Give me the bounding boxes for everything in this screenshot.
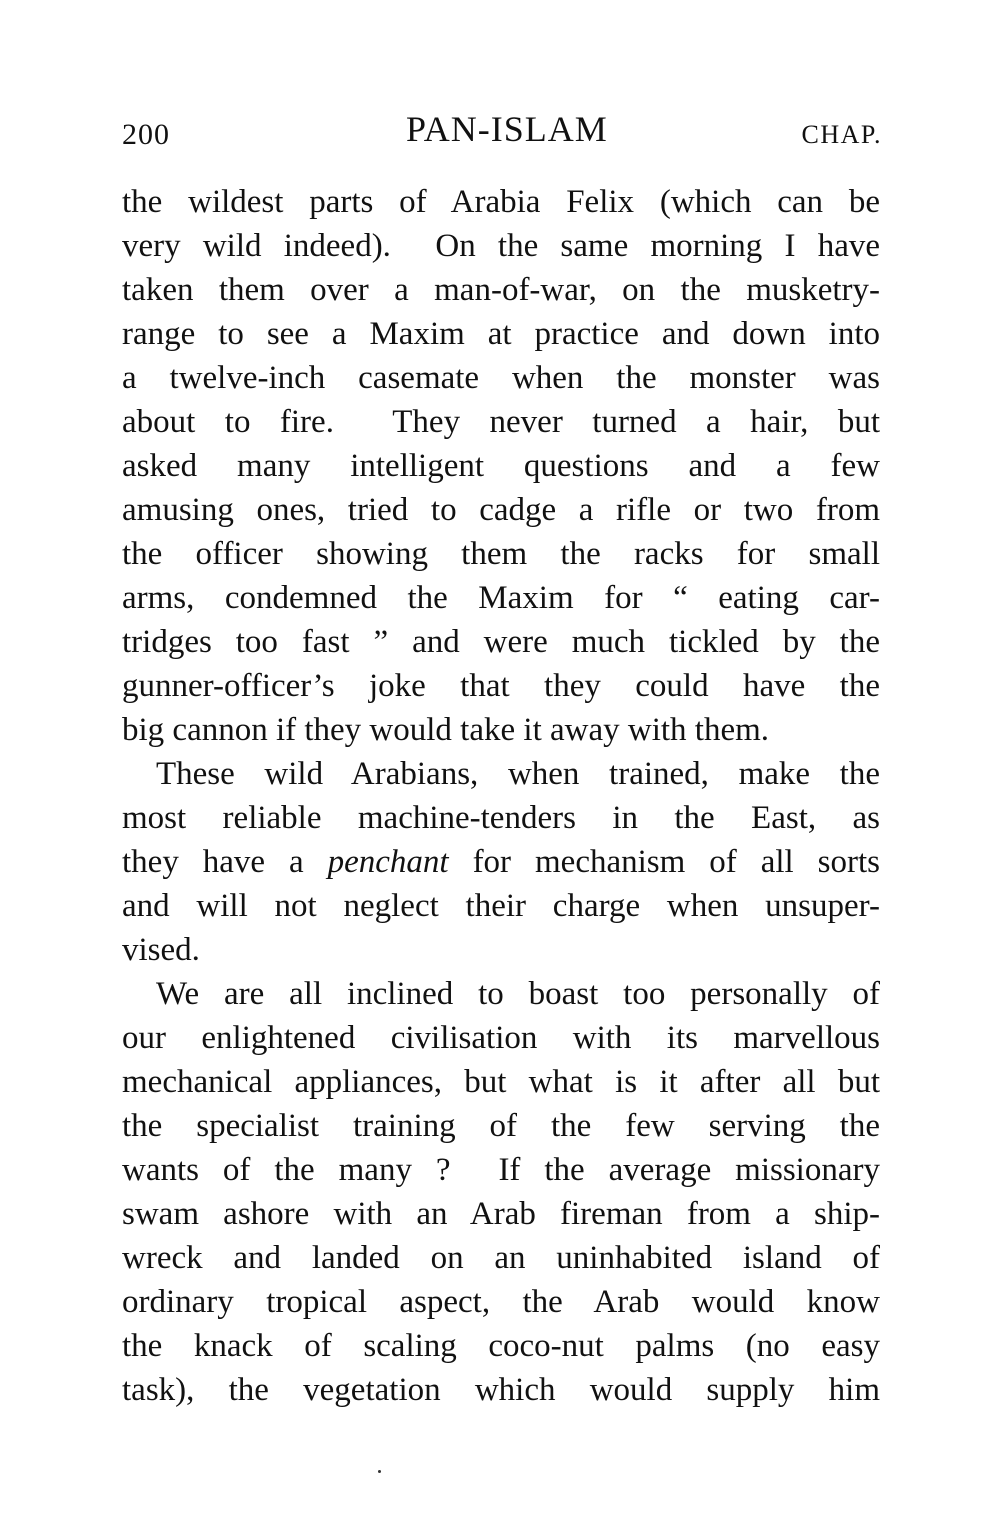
text-line: our enlightened civilisation with its marvellous xyxy=(122,1020,880,1056)
text-line: and will not neglect their charge when unsuper- xyxy=(122,888,880,924)
text-line: the knack of scaling coco-nut palms (no easy xyxy=(122,1328,880,1364)
text-line: gunner-officer’s joke that they could have the xyxy=(122,668,880,704)
text-line: mechanical appliances, but what is it after all but xyxy=(122,1064,880,1100)
chapter-label: CHAP. xyxy=(801,120,882,149)
text-line: range to see a Maxim at practice and down into xyxy=(122,316,880,352)
text-line: swam ashore with an Arab fireman from a ship- xyxy=(122,1196,880,1232)
text-line: taken them over a man-of-war, on the musketry- xyxy=(122,272,880,308)
text-line-with-italic xyxy=(122,840,880,884)
text-line: about to fire. They never turned a hair, but xyxy=(122,404,880,440)
paragraph-2 xyxy=(122,752,880,972)
italic-word: penchant xyxy=(327,844,449,880)
text-run: they have a xyxy=(122,844,328,880)
text-line: ordinary tropical aspect, the Arab would know xyxy=(122,1284,880,1320)
text-line: arms, condemned the Maxim for “ eating car- xyxy=(122,580,880,616)
paragraph-3 xyxy=(122,972,880,1412)
running-title: PAN-ISLAM xyxy=(406,109,608,149)
text-line: very wild indeed). On the same morning I have xyxy=(122,228,880,264)
body-text xyxy=(122,180,880,1412)
text-line: most reliable machine-tenders in the East, as xyxy=(122,800,880,836)
paragraph-1 xyxy=(122,180,880,752)
text-line: asked many intelligent questions and a few xyxy=(122,448,880,484)
text-line: wants of the many ? If the average missionary xyxy=(122,1152,880,1188)
text-line: the specialist training of the few serving the xyxy=(122,1108,880,1144)
text-line: wreck and landed on an uninhabited island of xyxy=(122,1240,880,1276)
text-line: We are all inclined to boast too personally of xyxy=(156,976,880,1012)
text-line: the officer showing them the racks for small xyxy=(122,536,880,572)
text-line: tridges too fast ” and were much tickled by the xyxy=(122,624,880,660)
page-header xyxy=(122,108,882,158)
print-speck xyxy=(378,1470,381,1473)
text-line: amusing ones, tried to cadge a rifle or two from xyxy=(122,492,880,528)
text-run: for mechanism of all sorts xyxy=(448,844,880,880)
text-line: big cannon if they would take it away with them. xyxy=(122,712,770,748)
text-line: These wild Arabians, when trained, make the xyxy=(156,756,880,792)
page-number: 200 xyxy=(122,118,170,151)
text-line: the wildest parts of Arabia Felix (which can be xyxy=(122,184,880,220)
text-line: a twelve-inch casemate when the monster was xyxy=(122,360,880,396)
text-line: vised. xyxy=(122,932,200,968)
text-line: task), the vegetation which would supply him xyxy=(122,1372,880,1408)
